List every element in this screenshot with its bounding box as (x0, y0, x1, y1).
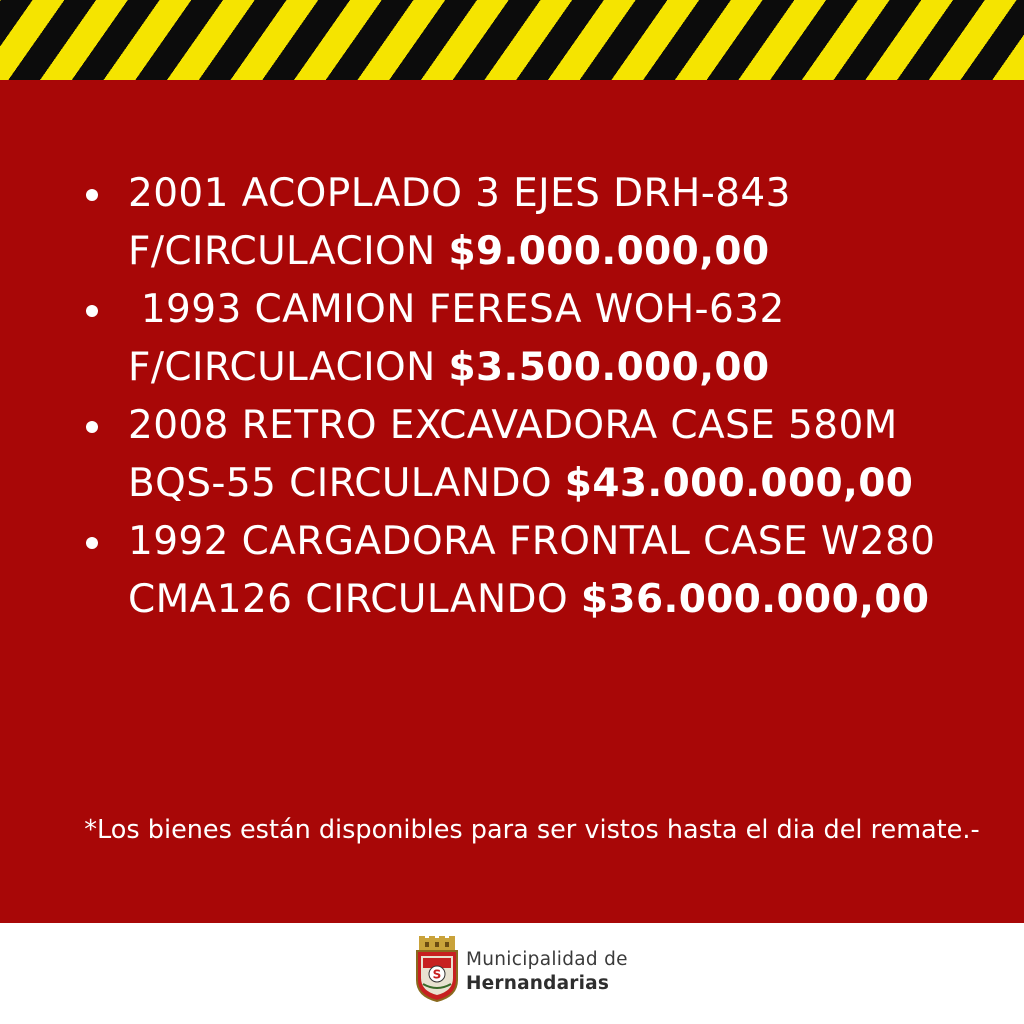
item-description: 1993 CAMION FERESA WOH-632 F/CIRCULACION (128, 287, 798, 390)
municipality-name-line2: Hernandarias (466, 973, 610, 994)
bullet-icon (86, 189, 98, 201)
auction-item-list (0, 165, 1024, 629)
list-item (0, 165, 1024, 281)
list-item (0, 281, 1024, 397)
item-price: $43.000.000,00 (564, 461, 914, 506)
bullet-icon (86, 305, 98, 317)
item-price: $9.000.000,00 (448, 229, 770, 274)
bullet-icon (86, 421, 98, 433)
item-price: $36.000.000,00 (580, 577, 930, 622)
municipal-coat-of-arms-icon (415, 936, 459, 1002)
item-description: 1992 CARGADORA FRONTAL CASE W280 CMA126 CIRCULANDO (128, 519, 936, 622)
item-description: 2001 ACOPLADO 3 EJES DRH-843 F/CIRCULACION (128, 171, 791, 274)
item-price: $3.500.000,00 (448, 345, 770, 390)
availability-note: *Los bienes están disponibles para ser vistos hasta el dia del remate.- (84, 815, 980, 845)
logo-letter: S (432, 967, 442, 982)
bullet-icon (86, 537, 98, 549)
list-item (0, 513, 1024, 629)
item-description: 2008 RETRO EXCAVADORA CASE 580M BQS-55 CIRCULANDO (128, 403, 898, 506)
municipality-name-line1: Municipalidad de (466, 949, 628, 970)
list-item (0, 397, 1024, 513)
hazard-stripe-banner (0, 0, 1024, 80)
